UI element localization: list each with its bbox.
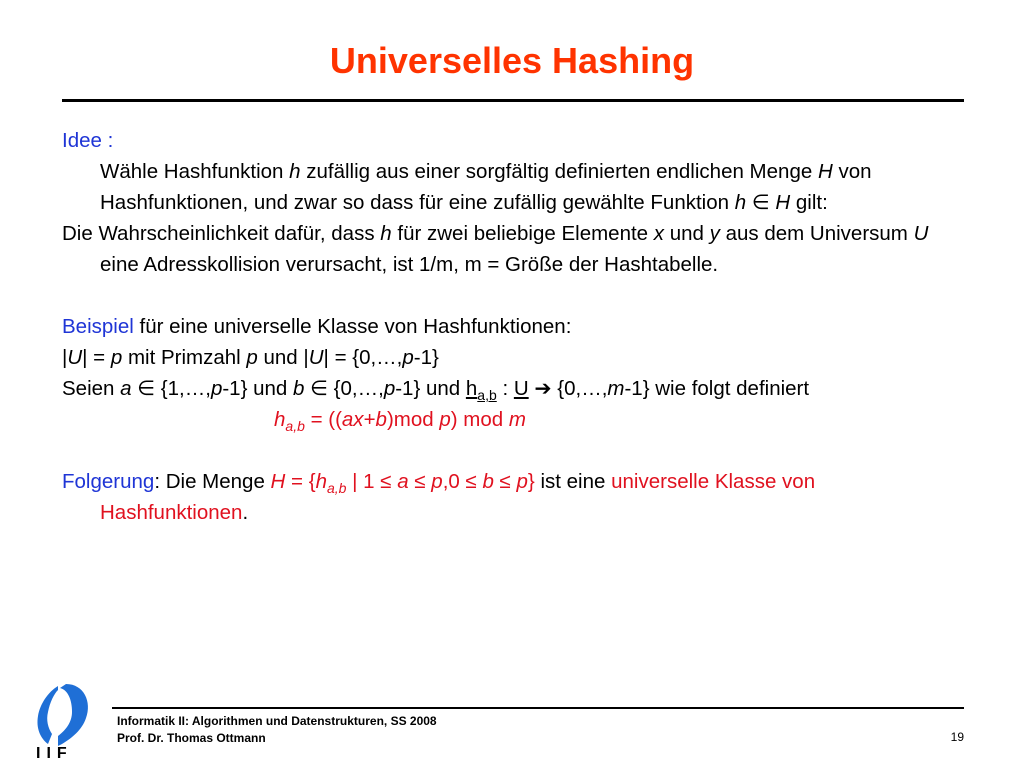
- page-number: 19: [950, 730, 964, 744]
- idee-paragraph-2: Die Wahrscheinlichkeit dafür, dass h für zwei beliebige Elemente x und y aus dem Universum U eine Adresskollision verursacht, ist 1/m, m = Größe der Hashtabelle.: [62, 222, 929, 276]
- slide-body: [62, 125, 962, 528]
- hash-function-definition: Seien a ∈ {1,…,p-1} und b ∈ {0,…,p-1} und $h_{a,b}$ : U ➔ {0,…,m-1} wie folgt definiert: [62, 377, 810, 404]
- beispiel-heading: Beispiel für eine universelle Klasse von Hashfunktionen:: [62, 315, 572, 338]
- title-divider: [62, 99, 964, 102]
- idee-paragraph-1: Wähle Hashfunktion h zufällig aus einer sorgfältig definierten endlichen Menge H von Hashfunktionen, und zwar so dass für eine zufällig gewählte Funktion h ∈ H gilt:: [100, 160, 872, 214]
- footer-professor: Prof. Dr. Thomas Ottmann: [117, 731, 266, 745]
- footer-course: Informatik II: Algorithmen und Datenstrukturen, SS 2008: [117, 714, 437, 728]
- iif-logo: [18, 680, 108, 765]
- slide-title: Universelles Hashing: [329, 40, 695, 81]
- universe-definition: |U| = p mit Primzahl p und |U| = {0,…,p-1}: [62, 346, 439, 369]
- svg-text:IIF: IIF: [36, 745, 73, 760]
- folgerung-paragraph: Folgerung: Die Menge $H = \{h_{a,b}$ | 1 ≤ a ≤ p,0 ≤ b ≤ p} ist eine universelle Klasse von Hashfunktionen.: [62, 470, 816, 524]
- hash-formula: $h_{a,b} = ((ax+b)mod$ p) mod m: [274, 408, 526, 435]
- footer: [117, 713, 437, 747]
- idee-heading: Idee :: [62, 129, 114, 152]
- footer-divider: [112, 707, 964, 709]
- arrow-icon: ➔: [528, 377, 558, 400]
